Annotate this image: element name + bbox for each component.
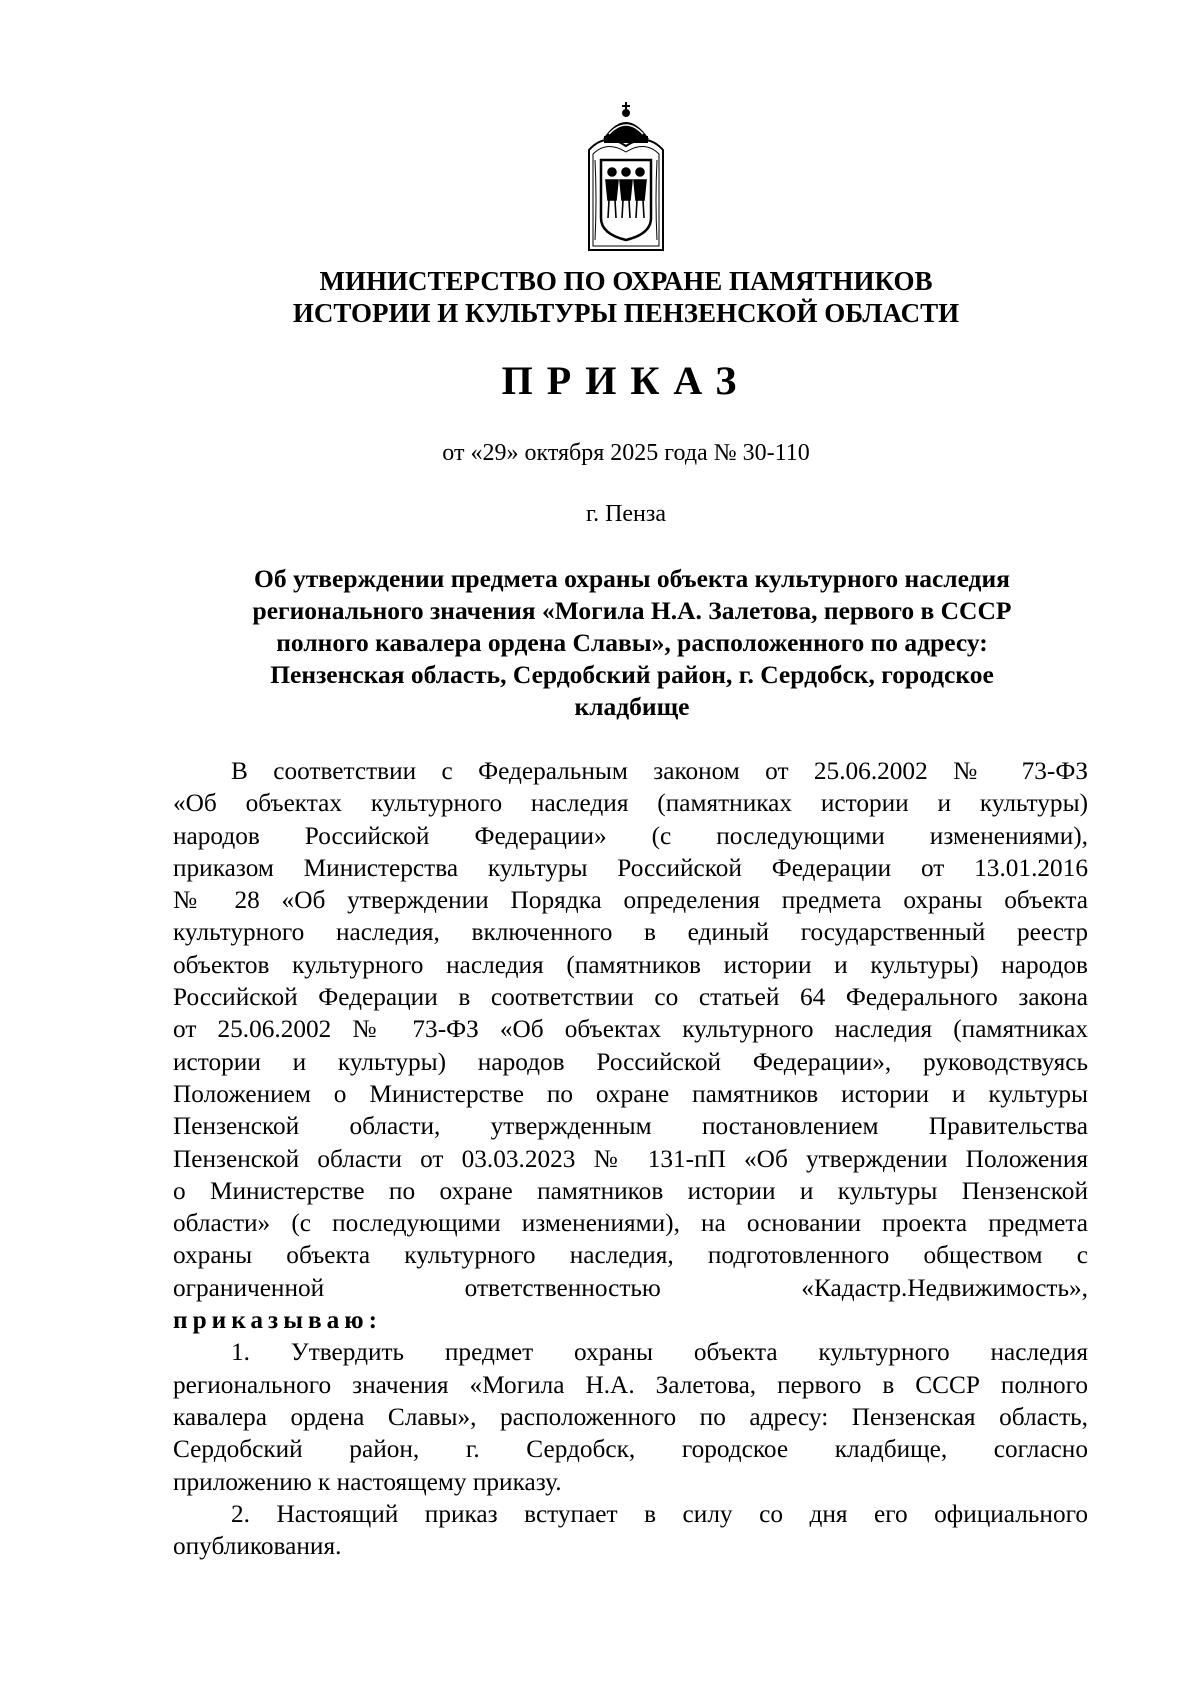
subject-line: Пензенская область, Сердобский район, г. Сердобск, городское — [270, 660, 994, 689]
subject-line: полного кавалера ордена Славы», расположенного по адресу: — [276, 628, 988, 657]
preamble-line: о Министерстве по охране памятников истории и культуры Пензенской — [173, 1176, 1088, 1205]
item-1-line: регионального значения «Могила Н.А. Залетова, первого в СССР полного — [173, 1370, 1088, 1399]
preamble-line: области» (с последующими изменениями), на основании проекта предмета — [173, 1209, 1088, 1238]
item-1-line: кавалера ордена Славы», расположенного по адресу: Пензенская область, — [173, 1402, 1088, 1431]
item-2-line: опубликования. — [173, 1532, 342, 1561]
preamble-line: культурного наследия, включенного в единый государственный реестр — [173, 918, 1088, 947]
document-city: г. Пенза — [585, 501, 667, 527]
preamble-line: «Об объектах культурного наследия (памятниках истории и культуры) — [173, 789, 1088, 818]
coat-of-arms-icon — [583, 100, 669, 258]
preamble-line: от 25.06.2002 № 73-ФЗ «Об объектах культурного наследия (памятниках — [173, 1015, 1088, 1044]
ministry-name — [100, 265, 1152, 329]
preamble-line: Российской Федерации в соответствии со статьей 64 Федерального закона — [173, 983, 1088, 1012]
preamble-line: охраны объекта культурного наследия, подготовленного обществом с — [173, 1241, 1088, 1270]
order-word: приказываю: — [173, 1306, 383, 1335]
document-type-title: ПРИКАЗ — [501, 358, 751, 403]
preamble-line: объектов культурного наследия (памятников истории и культуры) народов — [173, 950, 1088, 979]
item-1-line: приложению к настоящему приказу. — [173, 1467, 562, 1496]
item-1-line: 1. Утвердить предмет охраны объекта культурного наследия — [231, 1338, 1088, 1367]
preamble-line: приказом Министерства культуры Российской Федерации от 13.01.2016 — [173, 853, 1088, 882]
document-subject — [232, 563, 1032, 723]
item-2-line: 2. Настоящий приказ вступает в силу со дня его официального — [231, 1499, 1088, 1528]
subject-line: кладбище — [574, 692, 690, 721]
item-1-line: Сердобский район, г. Сердобск, городское кладбище, согласно — [173, 1435, 1088, 1464]
preamble-line: народов Российской Федерации» (с последующими изменениями), — [173, 821, 1088, 850]
preamble-line: В соответствии с Федеральным законом от 25.06.2002 № 73-ФЗ — [231, 757, 1088, 785]
ministry-name-line: МИНИСТЕРСТВО ПО ОХРАНЕ ПАМЯТНИКОВ — [319, 266, 933, 296]
subject-line: регионального значения «Могила Н.А. Залетова, первого в СССР — [252, 596, 1012, 625]
preamble-line: № 28 «Об утверждении Порядка определения предмета охраны объекта — [173, 886, 1088, 915]
preamble-line: истории и культуры) народов Российской Федерации», руководствуясь — [173, 1047, 1088, 1076]
preamble-line: Пензенской области от 03.03.2023 № 131-пП «Об утверждении Положения — [173, 1144, 1088, 1173]
preamble-line: Пензенской области, утвержденным постановлением Правительства — [173, 1112, 1088, 1141]
document-body — [173, 755, 1088, 1562]
preamble-line: ограниченной ответственностью «Кадастр.Недвижимость», — [173, 1273, 1088, 1302]
preamble-line: Положением о Министерстве по охране памятников истории и культуры — [173, 1079, 1088, 1108]
subject-line: Об утверждении предмета охраны объекта культурного наследия — [254, 564, 1010, 593]
ministry-name-line: ИСТОРИИ И КУЛЬТУРЫ ПЕНЗЕНСКОЙ ОБЛАСТИ — [292, 298, 960, 328]
document-date-number: от «29» октября 2025 года № 30-110 — [442, 440, 810, 466]
